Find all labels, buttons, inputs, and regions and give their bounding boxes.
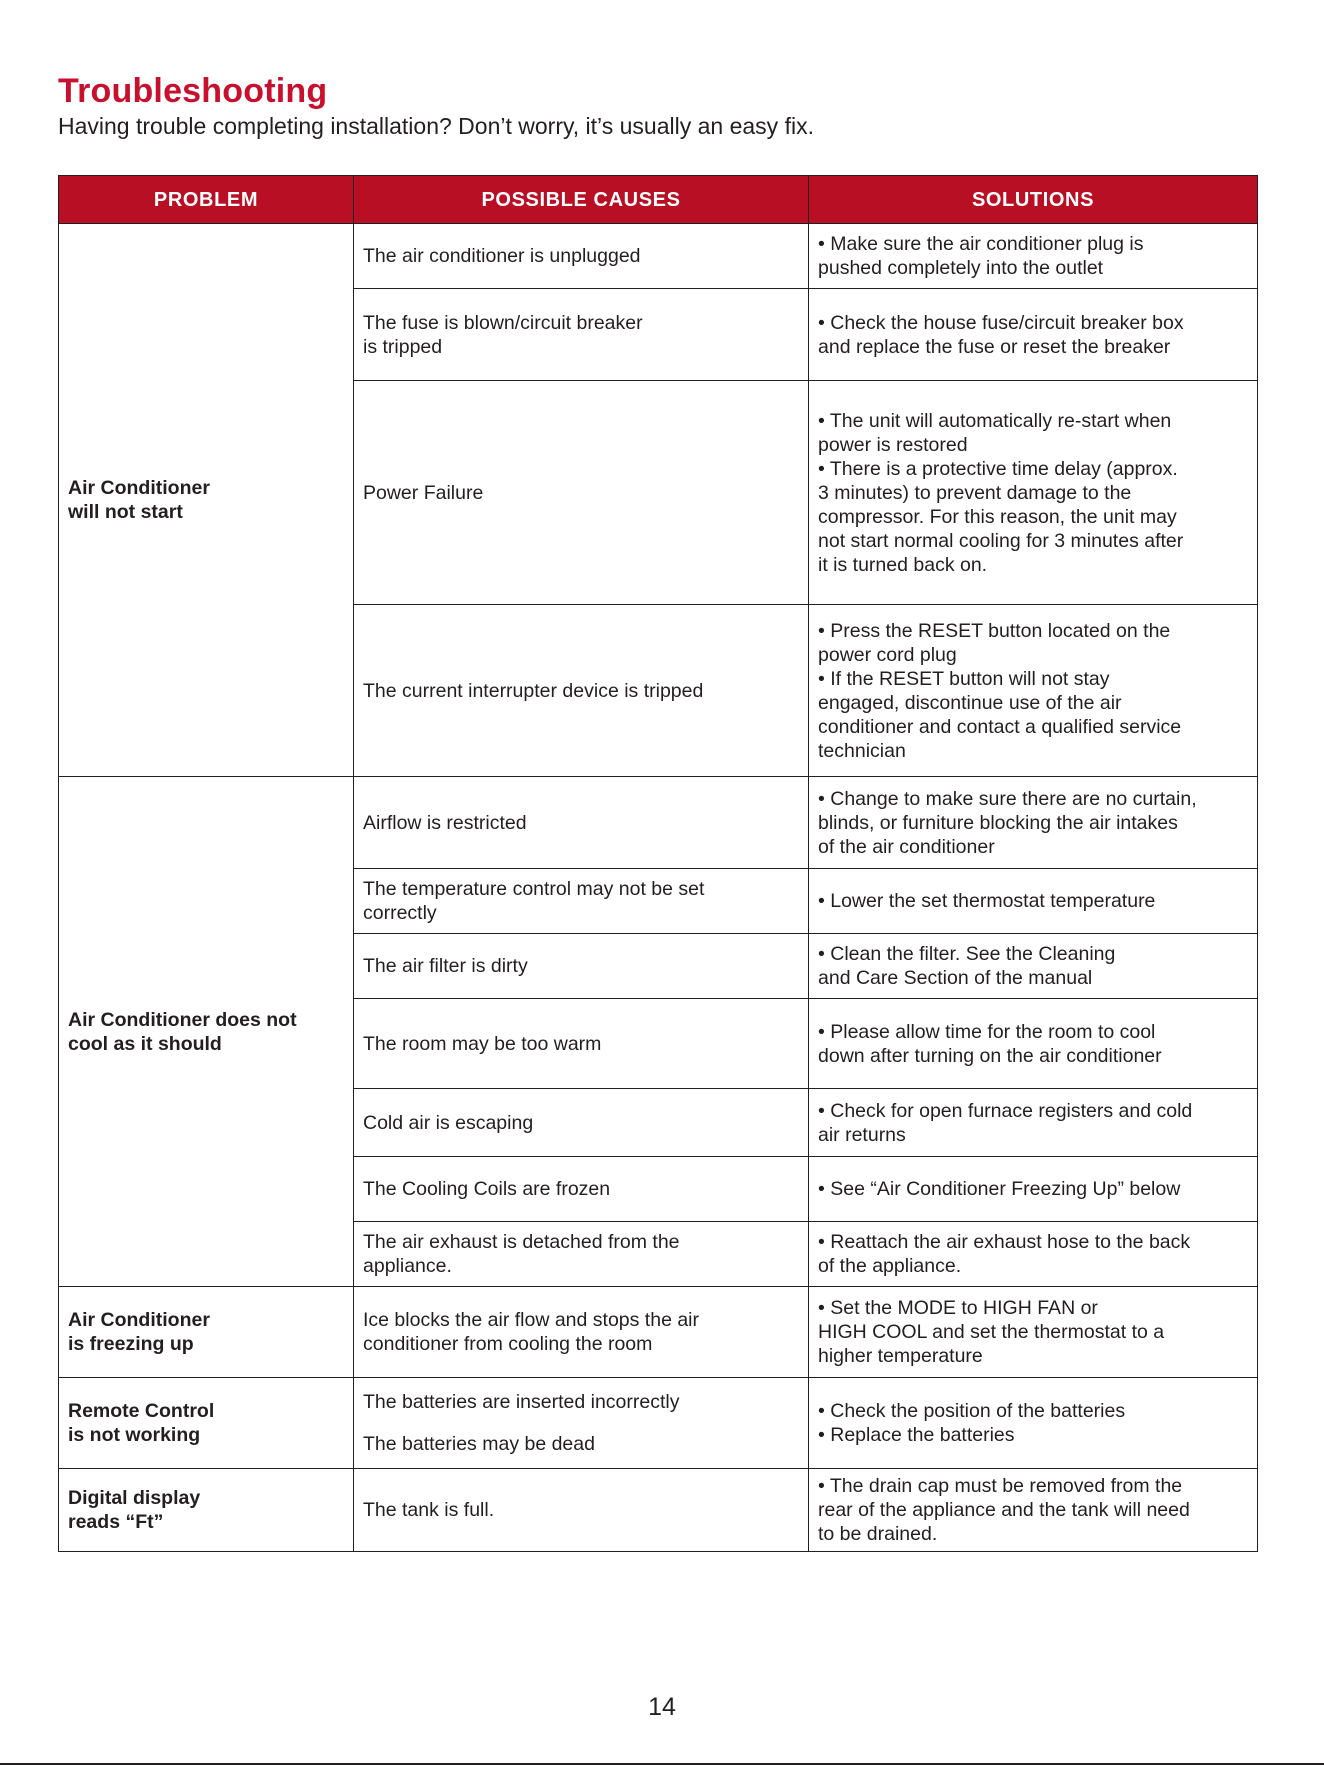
page-title: Troubleshooting — [58, 72, 328, 110]
table-body — [59, 224, 1258, 1552]
problem-text: Air Conditioner does not — [68, 1008, 297, 1031]
cause-cell — [354, 1378, 809, 1469]
solution-text: down after turning on the air conditioner — [818, 1044, 1162, 1067]
cause-text: The air conditioner is unplugged — [363, 245, 641, 267]
solution-text: not start normal cooling for 3 minutes after — [818, 529, 1184, 552]
cause-cell — [354, 777, 809, 869]
solution-text: and Care Section of the manual — [818, 967, 1093, 989]
solution-text: blinds, or furniture blocking the air intakes — [818, 811, 1178, 834]
cause-cell — [354, 999, 809, 1089]
problem-text: is not working — [68, 1424, 201, 1446]
table-row — [59, 777, 1258, 869]
solution-cell — [809, 289, 1258, 381]
problem-cell — [59, 1287, 354, 1378]
solution-text: • The drain cap must be removed from the — [818, 1475, 1183, 1497]
problem-text: is freezing up — [68, 1333, 194, 1355]
cause-text: is tripped — [363, 335, 443, 358]
solution-text: • Change to make sure there are no curtain, — [818, 787, 1197, 810]
solution-text: 3 minutes) to prevent damage to the — [818, 481, 1132, 504]
problem-text: Air Conditioner — [68, 1309, 210, 1331]
cause-text: The tank is full. — [363, 1499, 495, 1521]
solution-text: • The unit will automatically re-start when — [818, 409, 1172, 432]
cause-cell — [354, 1287, 809, 1378]
problem-cell — [59, 224, 354, 777]
solution-text: • Lower the set thermostat temperature — [818, 890, 1156, 912]
cause-text: correctly — [363, 902, 437, 924]
solution-text: engaged, discontinue use of the air — [818, 691, 1122, 714]
solution-text: power cord plug — [818, 643, 957, 666]
solution-text: pushed completely into the outlet — [818, 257, 1104, 279]
problem-text: Digital display — [68, 1487, 201, 1509]
solution-text: and replace the fuse or reset the breaker — [818, 335, 1171, 358]
cause-cell — [354, 869, 809, 934]
cause-cell — [354, 1089, 809, 1157]
cause-cell — [354, 1157, 809, 1222]
solution-cell — [809, 999, 1258, 1089]
problem-text: Remote Control — [68, 1400, 215, 1422]
solution-text: of the air conditioner — [818, 835, 995, 858]
cause-text: Cold air is escaping — [363, 1111, 534, 1134]
solution-text: power is restored — [818, 433, 968, 456]
solution-cell — [809, 1157, 1258, 1222]
cause-cell — [354, 1469, 809, 1552]
solution-text: rear of the appliance and the tank will need — [818, 1499, 1190, 1521]
cause-text: The air filter is dirty — [363, 955, 528, 977]
problem-text: Air Conditioner — [68, 477, 210, 499]
cause-text: appliance. — [363, 1255, 452, 1277]
solution-text: • Set the MODE to HIGH FAN or — [818, 1297, 1098, 1319]
solution-text: conditioner and contact a qualified service — [818, 715, 1182, 738]
cause-text: The Cooling Coils are frozen — [363, 1178, 611, 1200]
problem-text: cool as it should — [68, 1032, 222, 1055]
cause-cell — [354, 1222, 809, 1287]
table-row — [59, 224, 1258, 289]
solution-text: • Check the position of the batteries — [818, 1400, 1126, 1422]
solution-text: technician — [818, 739, 906, 762]
problem-cell — [59, 1378, 354, 1469]
cause-cell — [354, 934, 809, 999]
header-possible-causes: POSSIBLE CAUSES — [354, 176, 809, 224]
solution-text: to be drained. — [818, 1523, 938, 1545]
solution-cell — [809, 1222, 1258, 1287]
solution-cell — [809, 1378, 1258, 1469]
page-number: 14 — [648, 1693, 676, 1721]
problem-text: reads “Ft” — [68, 1511, 164, 1533]
solution-text: • See “Air Conditioner Freezing Up” below — [818, 1178, 1181, 1200]
solution-cell — [809, 605, 1258, 777]
cause-text: The current interrupter device is tripped — [363, 679, 704, 702]
cause-text: Ice blocks the air flow and stops the air — [363, 1309, 700, 1331]
solution-text: of the appliance. — [818, 1255, 962, 1277]
solution-text: higher temperature — [818, 1345, 983, 1367]
table-row — [59, 1287, 1258, 1378]
solution-cell — [809, 1469, 1258, 1552]
cause-cell — [354, 605, 809, 777]
header-solutions: SOLUTIONS — [809, 176, 1258, 224]
solution-text: • There is a protective time delay (approx. — [818, 457, 1178, 480]
cause-text: Power Failure — [363, 481, 484, 504]
solution-text: HIGH COOL and set the thermostat to a — [818, 1321, 1165, 1343]
solution-text: • Make sure the air conditioner plug is — [818, 233, 1144, 255]
cause-text: The air exhaust is detached from the — [363, 1231, 680, 1253]
header-problem: PROBLEM — [59, 176, 354, 224]
solution-text: • Reattach the air exhaust hose to the back — [818, 1231, 1191, 1253]
solution-cell — [809, 1089, 1258, 1157]
solution-text: • Check for open furnace registers and cold — [818, 1099, 1193, 1122]
solution-text: it is turned back on. — [818, 553, 988, 576]
cause-cell — [354, 224, 809, 289]
solution-text: • Press the RESET button located on the — [818, 619, 1171, 642]
cause-text: Airflow is restricted — [363, 811, 527, 834]
table-row — [59, 1378, 1258, 1469]
cause-cell — [354, 381, 809, 605]
cause-text: The room may be too warm — [363, 1032, 602, 1055]
solution-text: air returns — [818, 1123, 906, 1146]
solution-text: compressor. For this reason, the unit may — [818, 505, 1177, 528]
solution-cell — [809, 381, 1258, 605]
solution-cell — [809, 224, 1258, 289]
problem-text: will not start — [68, 501, 183, 523]
cause-text: conditioner from cooling the room — [363, 1333, 653, 1355]
troubleshooting-table — [58, 175, 1258, 1552]
cause-text: The batteries are inserted incorrectly — [363, 1391, 680, 1413]
solution-text: • Replace the batteries — [818, 1424, 1015, 1446]
cause-text: The temperature control may not be set — [363, 878, 705, 900]
solution-text: • Please allow time for the room to cool — [818, 1020, 1156, 1043]
solution-text: • Clean the filter. See the Cleaning — [818, 943, 1116, 965]
solution-cell — [809, 1287, 1258, 1378]
page-subtitle: Having trouble completing installation? Don’t worry, it’s usually an easy fix. — [58, 113, 814, 139]
solution-text: • Check the house fuse/circuit breaker box — [818, 311, 1184, 334]
solution-cell — [809, 934, 1258, 999]
solution-cell — [809, 777, 1258, 869]
cause-cell — [354, 289, 809, 381]
solution-text: • If the RESET button will not stay — [818, 667, 1110, 690]
cause-text: The fuse is blown/circuit breaker — [363, 311, 643, 334]
table-header-row — [59, 176, 1258, 224]
cause-text — [363, 1414, 799, 1432]
solution-cell — [809, 869, 1258, 934]
problem-cell — [59, 1469, 354, 1552]
problem-cell — [59, 777, 354, 1287]
table-row — [59, 1469, 1258, 1552]
cause-text: The batteries may be dead — [363, 1433, 595, 1455]
